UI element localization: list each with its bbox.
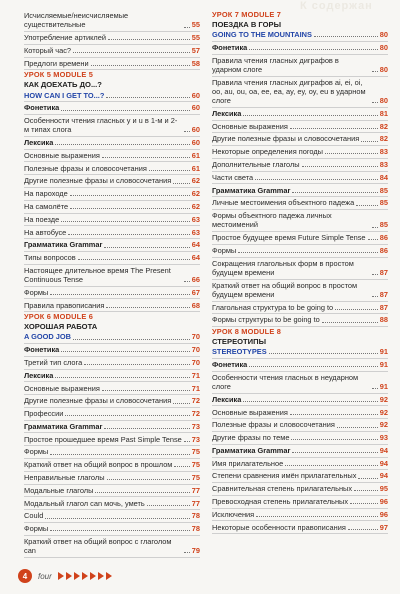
toc-entry[interactable]: Некоторые особенности правописания 97 [212,521,388,534]
arrow-icon [82,572,88,580]
toc-entry[interactable]: Превосходная степень прилагательных 96 [212,496,388,509]
toc-entry[interactable]: Краткий ответ на общий вопрос в простом будущем времени 87 [212,280,388,302]
toc-entry[interactable]: Формы структуры to be going to 88 [212,314,388,327]
page-number-badge: 4 [18,569,32,583]
arrow-icon [98,572,104,580]
toc-entry[interactable]: Глагольная структура to be going to 87 [212,302,388,315]
toc-entry[interactable]: Простое будущее время Future Simple Tense 86 [212,232,388,245]
unit-8-title-ru: СТЕРЕОТИПЫ [212,337,267,347]
toc-right-column [212,10,388,534]
toc-entry[interactable]: Краткий ответ на общий вопрос с глаголом can 79 [24,536,200,558]
toc-entry[interactable]: Другие полезные фразы и словосочетания 72 [24,395,200,408]
arrow-icon [90,572,96,580]
toc-entry[interactable]: Личные местоимения объектного падежа 85 [212,197,388,210]
toc-entry[interactable]: Краткий ответ на общий вопрос в прошлом 75 [24,459,200,472]
toc-entry[interactable]: Имя прилагательное 94 [212,458,388,471]
toc-entry[interactable]: Исключения 96 [212,509,388,522]
unit-6-title-ru: ХОРОШАЯ РАБОТА [24,322,98,332]
arrow-icon [74,572,80,580]
toc-entry[interactable]: Лексика 92 [212,394,388,407]
unit-5-heading: УРОК 5 MODULE 5 [24,70,94,80]
page-number-word: four [38,571,52,581]
toc-entry[interactable]: Настоящее длительное время The Present Continuous Tense 66 [24,265,200,287]
toc-entry[interactable]: Грамматика Grammar 73 [24,421,200,434]
toc-entry[interactable]: Модальный глагол can мочь, уметь 77 [24,497,200,510]
toc-entry[interactable]: Дополнительные глаголы 83 [212,159,388,172]
unit-5-title-entry[interactable]: HOW CAN I GET TO...? 60 [24,89,200,102]
toc-entry[interactable]: Грамматика Grammar 64 [24,239,200,252]
toc-entry[interactable]: Фонетика 80 [212,42,388,55]
unit-6-heading: УРОК 6 MODULE 6 [24,312,94,322]
toc-entry[interactable]: Лексика 81 [212,108,388,121]
unit-8-section [212,327,388,534]
toc-entry[interactable]: Степени сравнения имён прилагательных 94 [212,470,388,483]
toc-entry[interactable]: Полезные фразы и словосочетания 92 [212,419,388,432]
unit-6-title-entry[interactable]: A GOOD JOB 70 [24,331,200,344]
toc-entry[interactable]: Другие полезные фразы и словосочетания 62 [24,175,200,188]
toc-entry[interactable]: Формы 75 [24,446,200,459]
toc-entry[interactable]: На пароходе 62 [24,188,200,201]
toc-entry[interactable]: Некоторые определения погоды 83 [212,146,388,159]
toc-entry[interactable]: Формы 86 [212,245,388,258]
toc-entry[interactable]: На автобусе 63 [24,226,200,239]
unit-8-heading: УРОК 8 MODULE 8 [212,327,282,337]
toc-entry[interactable]: Модальные глаголы 77 [24,485,200,498]
unit-7-title-ru: ПОЕЗДКА В ГОРЫ [212,20,282,29]
toc-entry[interactable]: Основные выражения 61 [24,150,200,163]
toc-entry[interactable]: Грамматика Grammar 94 [212,445,388,458]
toc-entry[interactable]: Правила чтения гласных диграфов в ударном слоге 80 [212,55,388,77]
arrow-icon [58,572,64,580]
toc-entry[interactable]: На поезде 63 [24,214,200,227]
toc-entry[interactable]: Полезные фразы и словосочетания 61 [24,162,200,175]
toc-entry[interactable]: Предлоги времени 58 [24,58,200,71]
arrow-icon [106,572,112,580]
toc-entry[interactable]: Грамматика Grammar 85 [212,184,388,197]
toc-left-column [24,10,200,558]
unit-5-section [24,70,200,312]
toc-entry[interactable]: Основные выражения 82 [212,121,388,134]
toc-entry[interactable]: Could 78 [24,510,200,523]
unit-7-title-entry[interactable]: GOING TO THE MOUNTAINS 80 [212,29,388,42]
toc-entry[interactable]: Третий тип слога 70 [24,357,200,370]
toc-entry[interactable]: Неправильные глаголы 75 [24,472,200,485]
toc-entry[interactable]: Лексика 71 [24,370,200,383]
unit-6-section [24,312,200,557]
toc-entry[interactable]: Части света 84 [212,172,388,185]
unit-5-title-ru: КАК ДОЕХАТЬ ДО...? [24,80,102,90]
arrow-icon [66,572,72,580]
toc-entry[interactable]: Формы 78 [24,523,200,536]
toc-entry[interactable]: Другие полезные фразы и словосочетания 82 [212,133,388,146]
toc-entry[interactable]: Сравнительная степень прилагательных 95 [212,483,388,496]
toc-entry[interactable]: На самолёте 62 [24,201,200,214]
page-footer [18,568,112,584]
toc-entry[interactable]: Особенности чтения гласных в неударном слоге 91 [212,372,388,394]
toc-entry[interactable]: Употребление артиклей 55 [24,32,200,45]
toc-entry[interactable]: Фонетика 91 [212,359,388,372]
toc-entry[interactable]: Сокращения глагольных форм в простом будущем времени 87 [212,258,388,280]
toc-entry[interactable]: Профессии 72 [24,408,200,421]
toc-entry[interactable]: Правила чтения гласных диграфов ai, ei, oi, oo, au, ou, oa, ee, ea, ay, ey, oy, eu в ударном слоге 80 [212,77,388,108]
toc-entry[interactable]: Простое прошедшее время Past Simple Tense 73 [24,433,200,446]
unit-8-title-entry[interactable]: STEREOTYPES 91 [212,346,388,359]
arrow-decoration [58,572,112,580]
toc-entry[interactable]: Фонетика 70 [24,344,200,357]
toc-entry[interactable]: Основные выражения 71 [24,382,200,395]
toc-entry[interactable]: Исчисляемые/неисчисляемые существительные 55 [24,10,200,32]
toc-entry[interactable]: Формы объектного падежа личных местоимений 85 [212,210,388,232]
toc-entry[interactable]: Лексика 60 [24,137,200,150]
toc-entry[interactable]: Фонетика 60 [24,102,200,115]
toc-entry[interactable]: Формы 67 [24,287,200,300]
toc-entry[interactable]: Типы вопросов 64 [24,252,200,265]
toc-entry[interactable]: Другие фразы по теме 93 [212,432,388,445]
top-entries [24,10,200,70]
toc-entry[interactable]: Особенности чтения гласных y и u в 1-м и 2-м типах слога 60 [24,115,200,137]
toc-entry[interactable]: Правила правописания 68 [24,299,200,312]
unit-7-section [212,10,388,327]
toc-entry[interactable]: Основные выражения 92 [212,406,388,419]
toc-entry[interactable]: Который час? 57 [24,45,200,58]
unit-7-heading: УРОК 7 MODULE 7 [212,10,282,19]
corner-watermark: К содержан [300,0,373,12]
